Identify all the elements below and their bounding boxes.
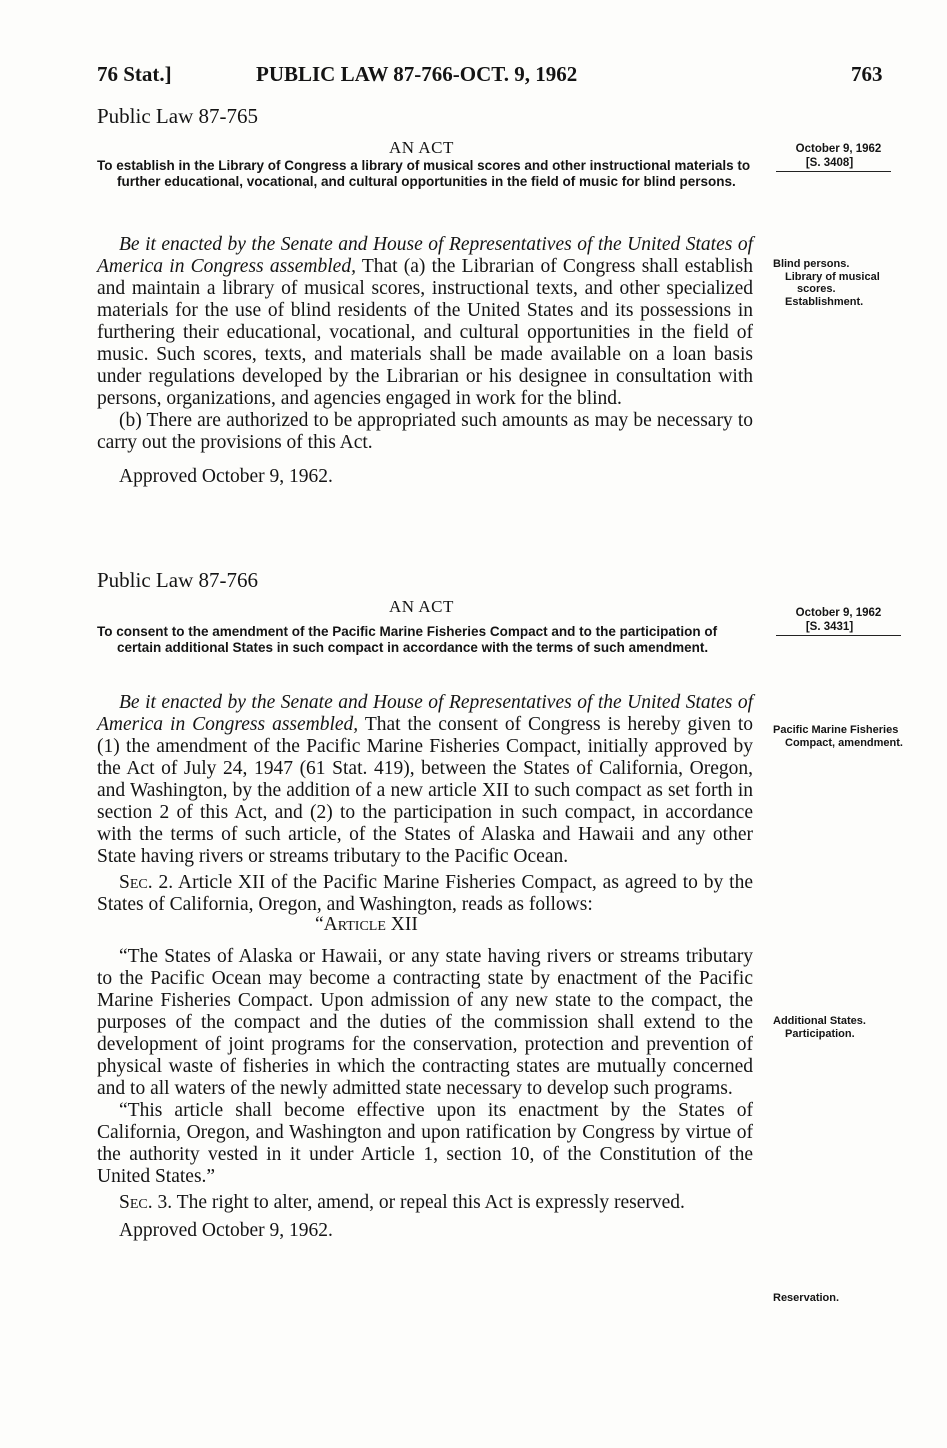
sec-2-text: Article XII of the Pacific Marine Fisheries Compact, as agreed to by the States of California, Oregon, and Washington, reads as follows:: [97, 872, 753, 915]
side-note-pacific: [773, 724, 903, 749]
enacting-italic-2: Be it enacted by the Senate and House of Representatives of the United States of America in Congress assembled,: [97, 692, 753, 735]
para-consent: That the consent of Congress is hereby given to (1) the amendment of the Pacific Marine Fisheries Compact, initially approved by the Act of July 24, 1947 (61 Stat. 419), between the States of California, Oregon, and Washington, by the addition of a new article XII to such compact as set forth in section 2 of this Act, and (2) to the participation in such compact, in accordance with the terms of such article, of the States of Alaska and Hawaii and any other State having rivers or streams tributary to the Pacific Ocean.: [97, 714, 754, 867]
article-para-2: “This article shall become effective upon its enactment by the States of California, Oregon, and Washington and upon ratification by Congress by virtue of the authority vested in it under Article 1, section 10, of the Constitution of the United States.”: [97, 1100, 753, 1187]
running-header-title: PUBLIC LAW 87-766-OCT. 9, 1962: [256, 62, 578, 86]
side-note-reservation-text: Reservation.: [773, 1292, 840, 1304]
margin-date-1: [776, 142, 901, 172]
approved-2: Approved October 9, 1962.: [119, 1220, 333, 1241]
running-header-volume: 76 Stat.]: [97, 62, 172, 86]
sec-3-label: Sec. 3.: [119, 1192, 173, 1213]
margin-rule-2: [776, 635, 901, 636]
side-note-reservation: [773, 1292, 893, 1305]
margin-date-1-text: October 9, 1962: [795, 143, 882, 155]
enacting-italic-1: Be it enacted by the Senate and House of Representatives of the United States of America in Congress assembled,: [97, 234, 753, 277]
article-para-1: “The States of Alaska or Hawaii, or any state having rivers or streams tributary to the Pacific Ocean may become a contracting state by enactment of the Pacific Marine Fisheries Compact. Upon admission of any new state to the compact, the purposes of the compact and the duties of the commission shall extend to the development of joint programs for the conservation, protection and prevention of physical waste of fisheries in which the contracting states are mutually concerned and to all waters of the newly admitted state necessary to develop such programs.: [97, 946, 753, 1099]
margin-rule-1: [776, 171, 891, 172]
enacting-clause-1: [97, 234, 753, 410]
margin-bill-2: [S. 3431]: [805, 621, 854, 633]
side-note-pacific-text: Pacific Marine Fisheries Compact, amendment.: [773, 724, 903, 749]
para-b: (b) There are authorized to be appropriated such amounts as may be necessary to carry out the provisions of this Act.: [97, 410, 753, 453]
margin-date-2-text: October 9, 1962: [795, 607, 882, 619]
sec-3: [97, 1192, 753, 1214]
law2-body: [97, 692, 753, 1242]
sec-2: [97, 872, 753, 916]
sec-3-text: The right to alter, amend, or repeal this Act is expressly reserved.: [176, 1192, 685, 1213]
law-title-87-766: Public Law 87-766: [97, 568, 258, 592]
sec-2-label: Sec. 2.: [119, 872, 174, 893]
act-label: AN ACT: [389, 138, 454, 157]
margin-bill-1: [S. 3408]: [805, 157, 854, 169]
side-note-blind-persons: Blind persons.: [773, 258, 850, 270]
page-number: 763: [851, 62, 883, 86]
side-note-library: Library of musical scores.: [785, 270, 880, 295]
para-a: That (a) the Librarian of Congress shall establish and maintain a library of musical scores, instructional texts, and other specialized materials for the use of blind residents of the United States and its possessions in furthering their educational, vocational, and cultural opportunities in the field of music. Such scores, texts, and materials shall be made available on a loan basis under regulations developed by the Librarian or his designee in consultation with persons, organizations, and agencies engaged in work for the blind.: [97, 256, 753, 409]
act-label-2: AN ACT: [389, 597, 454, 616]
enacting-clause-2: [97, 692, 753, 868]
margin-date-2: [776, 606, 901, 636]
side-notes-1: [773, 258, 913, 308]
side-note-additional-text: Additional States. Participation.: [773, 1015, 866, 1040]
purpose-1: [97, 158, 753, 189]
purpose-2-text: To consent to the amendment of the Pacific Marine Fisheries Compact and to the participation of certain additional States in such compact in accordance with the terms of such amendment.: [97, 624, 718, 655]
approved-1: Approved October 9, 1962.: [119, 466, 333, 487]
side-note-additional: [773, 1015, 888, 1040]
side-note-establishment: Establishment.: [785, 295, 864, 308]
law1-body: [97, 234, 753, 488]
law-title-87-765: Public Law 87-765: [97, 104, 258, 128]
purpose-2: [97, 624, 753, 655]
purpose-1-text: To establish in the Library of Congress a library of musical scores and other instructional materials to further educational, vocational, and cultural opportunities in the field of music for blind persons.: [97, 158, 751, 189]
article-heading: “Article XII: [315, 914, 418, 935]
